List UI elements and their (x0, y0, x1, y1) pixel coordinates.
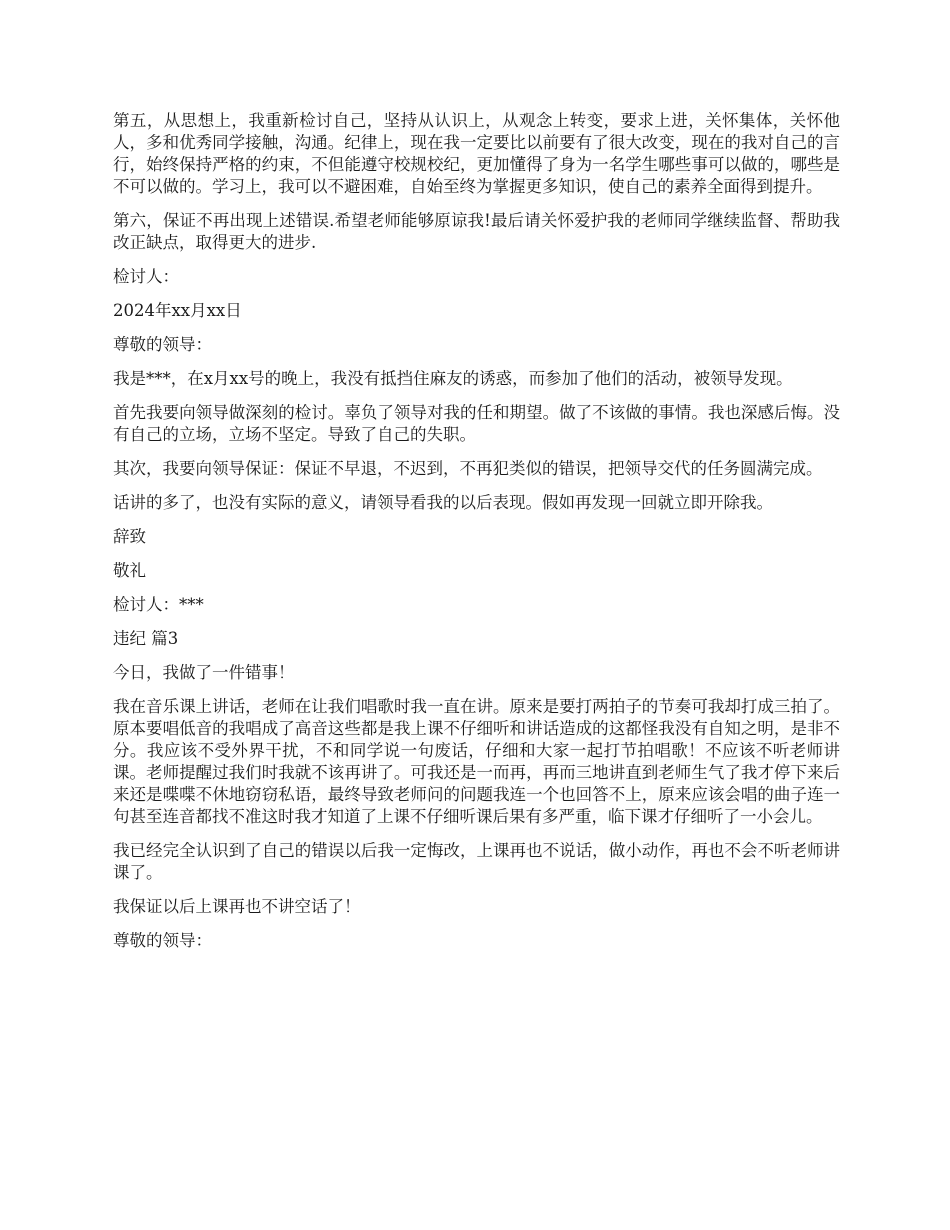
paragraph-realization: 我已经完全认识到了自己的错误以后我一定悔改，上课再也不说话，做小动作，再也不会不听老师讲课了。 (113, 841, 840, 882)
signature-line-2: 检讨人：*** (113, 595, 204, 614)
paragraph-point-six: 第六，保证不再出现上述错误.希望老师能够原谅我!最后请关怀爱护我的老师同学继续监督、帮助我改正缺点，取得更大的进步. (113, 211, 840, 252)
paragraph-first: 首先我要向领导做深刻的检讨。辜负了领导对我的任和期望。做了不该做的事情。我也深感后悔。没有自己的立场，立场不坚定。导致了自己的失职。 (113, 403, 840, 444)
paragraph-opening: 今日，我做了一件错事！ (113, 663, 295, 682)
date-line: 2024年xx月xx日 (113, 301, 242, 320)
closing-regards: 敬礼 (113, 561, 146, 580)
paragraph-intro: 我是***，在x月xx号的晚上，我没有抵挡住麻友的诱惑，而参加了他们的活动，被领导发现。 (113, 369, 793, 388)
paragraph-point-five: 第五，从思想上，我重新检讨自己，坚持从认识上，从观念上转变，要求上进，关怀集体，关怀他人，多和优秀同学接触，沟通。纪律上，现在我一定要比以前要有了很大改变，现在的我对自己的言行，始终保持严格的约束，不但能遵守校规校纪，更加懂得了身为一名学生哪些事可以做的，哪些是不可以做的。学习上，我可以不避困难，自始至终为掌握更多知识，使自己的素养全面得到提升。 (113, 111, 840, 196)
signature-line: 检讨人： (113, 267, 179, 286)
section-heading: 违纪 篇3 (113, 629, 179, 648)
paragraph-promise: 我保证以后上课再也不讲空话了！ (113, 897, 361, 916)
closing-word: 辞致 (113, 527, 146, 546)
salutation-2: 尊敬的领导： (113, 931, 212, 950)
paragraph-second: 其次，我要向领导保证：保证不早退，不迟到，不再犯类似的错误，把领导交代的任务圆满完成。 (113, 459, 823, 478)
document-body (113, 110, 840, 964)
salutation: 尊敬的领导： (113, 335, 212, 354)
paragraph-closing: 话讲的多了，也没有实际的意义，请领导看我的以后表现。假如再发现一回就立即开除我。 (113, 493, 773, 512)
paragraph-music-class: 我在音乐课上讲话，老师在让我们唱歌时我一直在讲。原来是要打两拍子的节奏可我却打成三拍了。原本要唱低音的我唱成了高音这些都是我上课不仔细听和讲话造成的这都怪我没有自知之明，是非不分。我应该不受外界干扰，不和同学说一句废话，仔细和大家一起打节拍唱歌！不应该不听老师讲课。老师提醒过我们时我就不该再讲了。可我还是一而再，再而三地讲直到老师生气了我才停下来后来还是喋喋不休地窃窃私语，最终导致老师问的问题我连一个也回答不上，原来应该会唱的曲子连一句甚至连音都找不准这时我才知道了上课不仔细听课后果有多严重，临下课才仔细听了一小会儿。 (113, 697, 840, 826)
